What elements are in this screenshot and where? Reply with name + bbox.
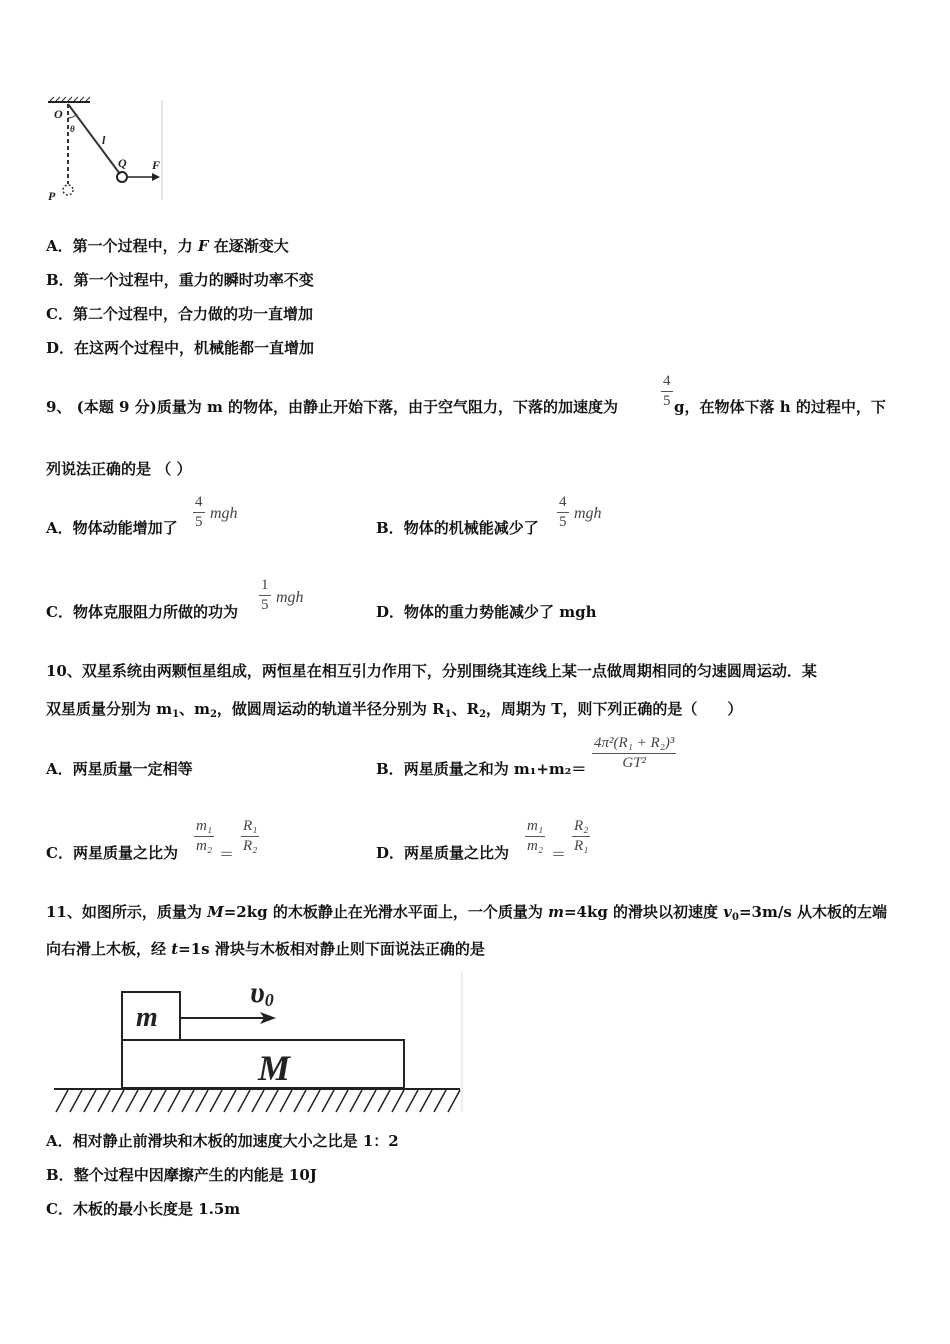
fraction-numerator: 4 [663, 373, 671, 389]
q9-stem-tail [674, 397, 886, 417]
var-m: m [548, 903, 564, 921]
option-letter: B． [46, 271, 74, 289]
option-letter: D． [376, 844, 405, 862]
q8-option-d [46, 338, 314, 358]
q10-d-fraction-right [572, 819, 590, 854]
stem-text: =1s 滑块与木板相对静止则下面说法正确的是 [178, 940, 485, 958]
option-letter: B． [376, 760, 404, 778]
option-text: 相对静止前滑块和木板的加速度大小之比是 1：2 [72, 1132, 399, 1150]
q11-option-a [46, 1131, 399, 1151]
fraction-numerator: R₂ [574, 818, 589, 834]
fraction-denominator: 5 [559, 514, 567, 530]
label-O: O [54, 107, 63, 121]
var-F: F [197, 237, 209, 255]
option-text: 第一个过程中，力 [72, 237, 198, 255]
option-letter: A． [46, 237, 73, 255]
q10-d-fraction-left [525, 819, 545, 854]
q10-option-b [376, 759, 586, 779]
option-letter: C． [46, 603, 73, 621]
q9-option-c [46, 602, 238, 622]
fraction-numerator: 4π²(R₁ + R₂)³ [594, 735, 675, 751]
block-board-figure [50, 972, 466, 1118]
q8-option-c [46, 304, 313, 324]
option-text: 物体的机械能减少了 [403, 519, 539, 537]
q9-a-fraction [193, 495, 205, 530]
mgh-term: mgh [574, 505, 602, 522]
option-letter: D． [46, 339, 75, 357]
q11-option-b [46, 1165, 317, 1185]
q10-c-fraction-left [194, 819, 214, 854]
fraction-denominator: R₁ [574, 838, 589, 854]
q9-option-d [376, 602, 597, 622]
mgh-term: mgh [276, 589, 304, 606]
option-text: 两星质量之和为 m₁+m₂＝ [403, 760, 587, 778]
fraction-numerator: 4 [195, 494, 203, 510]
option-text: 木板的最小长度是 1.5m [72, 1200, 241, 1218]
subscript: 1 [172, 709, 180, 720]
stem-text: =4kg 的滑块以初速度 [563, 903, 724, 921]
fraction-denominator: m₂ [527, 838, 544, 854]
fraction-denominator: GT² [622, 755, 647, 771]
q9-stem-line2 [46, 459, 191, 479]
option-text: 在这两个过程中，机械能都一直增加 [74, 339, 315, 357]
label-Q: Q [118, 156, 127, 170]
option-text: 在逐渐变大 [208, 237, 289, 255]
option-letter: C． [46, 844, 73, 862]
stem-text: 、m [179, 700, 210, 718]
q10-option-a [46, 759, 193, 779]
option-letter: A． [46, 519, 73, 537]
fraction-numerator: m₁ [527, 818, 544, 834]
q10-option-d [376, 843, 509, 863]
fraction-denominator: m₂ [196, 838, 213, 854]
label-F: F [152, 158, 161, 172]
q8-option-b [46, 270, 314, 290]
label-l: l [102, 133, 106, 147]
q11-stem-line1 [46, 902, 887, 928]
q10-option-c [46, 843, 178, 863]
q9-c-fraction [259, 578, 271, 613]
q10-stem-line2 [46, 699, 742, 725]
option-letter: B． [46, 1166, 74, 1184]
subscript: 1 [444, 709, 452, 720]
option-text: 物体的重力势能减少了 mgh [404, 603, 597, 621]
var-t: t [171, 940, 179, 958]
option-letter: C． [46, 1200, 73, 1218]
stem-text: 双星质量分别为 m [46, 700, 173, 718]
q11-option-c [46, 1199, 240, 1219]
velocity-label: υ0 [250, 976, 274, 1010]
option-text: 两星质量之比为 [72, 844, 178, 862]
q9-accel-fraction [661, 374, 673, 409]
option-text: 物体克服阻力所做的功为 [72, 603, 238, 621]
mgh-term: mgh [210, 505, 238, 522]
stem-text: 10、双星系统由两颗恒星组成，两恒星在相互引力作用下，分别围绕其连线上某一点做周期相同的匀速圆周运动．某 [46, 662, 817, 680]
stem-text: 11、如图所示，质量为 [46, 903, 208, 921]
q10-b-fraction [592, 736, 676, 771]
subscript: 2 [209, 709, 217, 720]
q8-option-a [46, 236, 289, 256]
stem-text: 、R [451, 700, 480, 718]
option-letter: A． [46, 1132, 73, 1150]
stem-text: 列说法正确的是 （ ） [46, 460, 192, 478]
fraction-numerator: 1 [261, 577, 269, 593]
option-letter: D． [376, 603, 405, 621]
subscript: 2 [479, 709, 487, 720]
q11-stem-line2 [46, 939, 485, 959]
var-v: v [723, 903, 732, 921]
stem-text: =3m/s 从木板的左端 [738, 903, 887, 921]
option-text: 两星质量之比为 [404, 844, 510, 862]
q10-c-fraction-right [241, 819, 259, 854]
option-letter: C． [46, 305, 73, 323]
fraction-denominator: R₂ [243, 838, 258, 854]
option-letter: A． [46, 760, 73, 778]
option-text: 整个过程中因摩擦产生的内能是 10J [73, 1166, 317, 1184]
stem-text: 向右滑上木板，经 [46, 940, 172, 958]
option-text: 两星质量一定相等 [72, 760, 193, 778]
equals-sign: ＝ [551, 845, 567, 863]
stem-text: ，周期为 T，则下列正确的是（ ） [486, 700, 743, 718]
subscript: 0 [732, 912, 739, 923]
option-text: 物体动能增加了 [72, 519, 178, 537]
option-text: 第一个过程中，重力的瞬时功率不变 [73, 271, 314, 289]
fraction-denominator: 5 [261, 597, 269, 613]
fraction-denominator: 5 [663, 393, 671, 409]
label-P: P [48, 189, 56, 203]
fraction-numerator: 4 [559, 494, 567, 510]
var-M: M [207, 903, 224, 921]
fraction-numerator: R₁ [243, 818, 258, 834]
block-label: m [136, 1002, 158, 1033]
q9-b-fraction [557, 495, 569, 530]
board-label: M [258, 1048, 291, 1088]
option-text: 第二个过程中，合力做的功一直增加 [72, 305, 313, 323]
q9-option-a [46, 518, 178, 538]
stem-text: =2kg 的木板静止在光滑水平面上，一个质量为 [223, 903, 549, 921]
label-theta: θ [70, 124, 75, 134]
stem-text: ，做圆周运动的轨道半径分别为 R [216, 700, 445, 718]
fraction-numerator: m₁ [196, 818, 213, 834]
pendulum-figure [44, 96, 168, 206]
q9-stem-line1 [46, 397, 618, 417]
fraction-denominator: 5 [195, 514, 203, 530]
stem-text: 9、 (本题 9 分)质量为 m 的物体，由静止开始下落，由于空气阻力，下落的加速度为 [46, 398, 619, 416]
stem-text: g，在物体下落 h 的过程中，下 [674, 398, 886, 416]
q10-stem-line1 [46, 661, 817, 681]
q9-option-b [376, 518, 539, 538]
equals-sign: ＝ [219, 845, 235, 863]
option-letter: B． [376, 519, 404, 537]
